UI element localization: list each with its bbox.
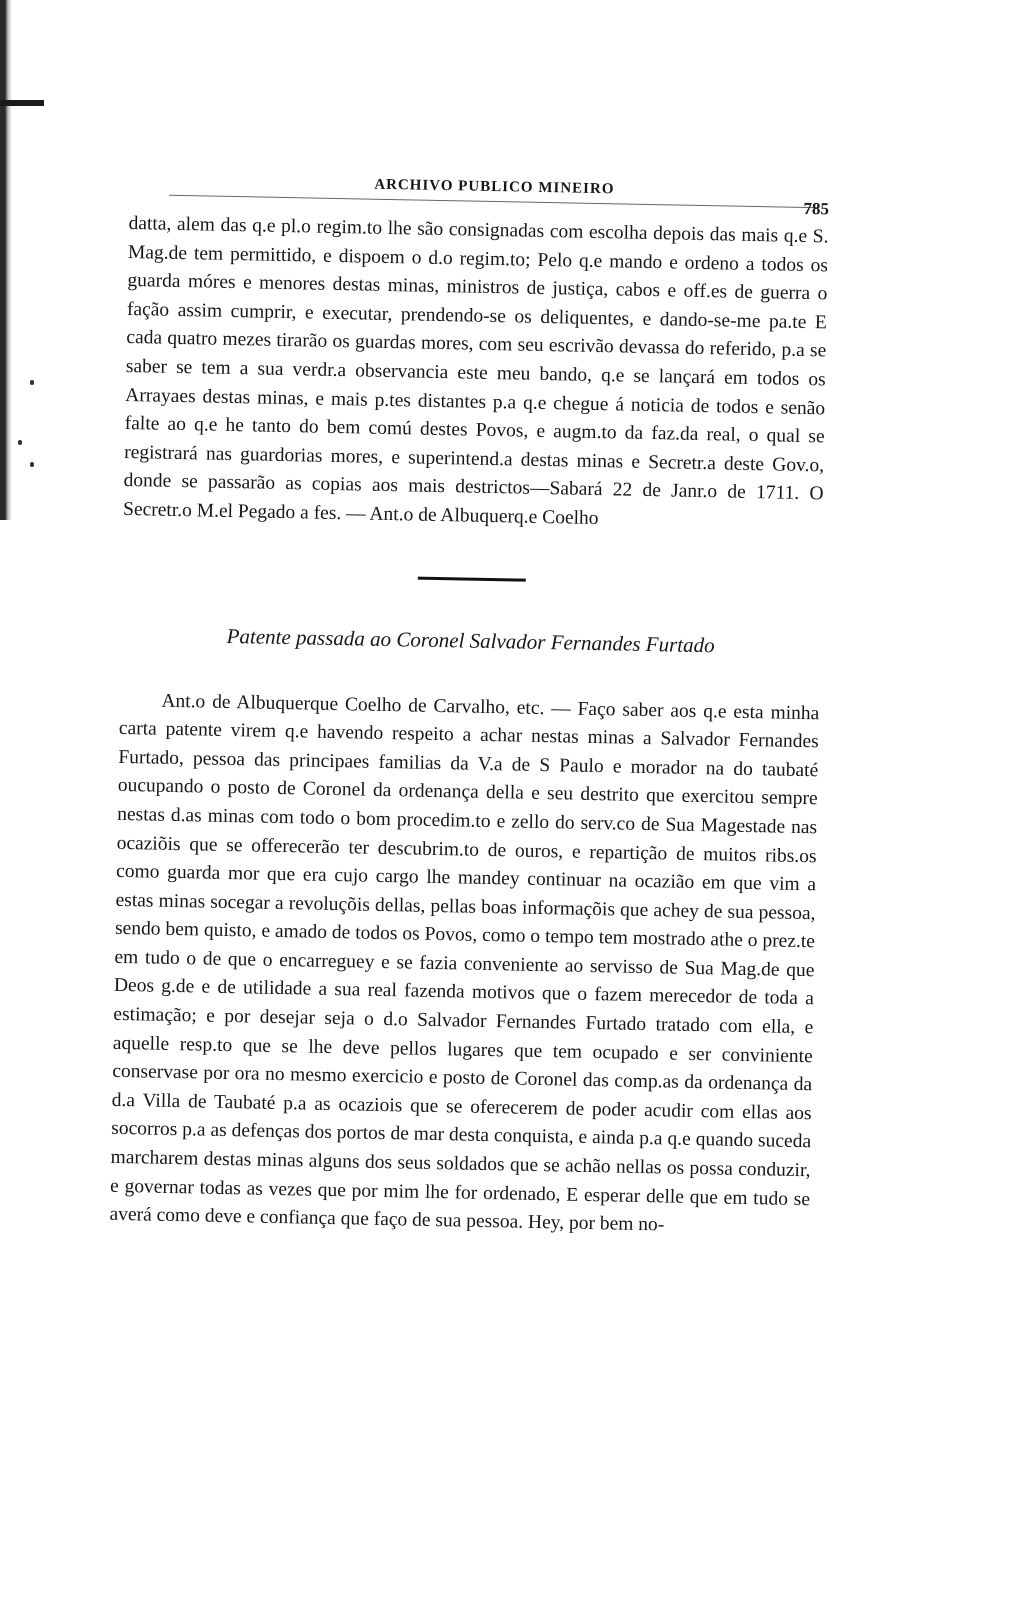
section-body [109,686,819,1243]
book-page [109,150,830,1243]
running-title: ARCHIVO PUBLICO MINEIRO [374,176,615,198]
section-separator-rule [418,576,526,581]
page-number: 785 [803,198,830,219]
continuation-text [123,210,829,538]
section-title: Patente passada ao Coronel Salvador Fernandes Furtado [226,623,715,657]
scan-speck [30,462,34,467]
continuation-paragraph: datta, alem das q.e pl.o regim.to lhe são consignadas com escolha depois das mais q.e S. Mag.de tem permittido, e dispoem o d.o regim.to; Pelo q.e mando e ordeno a todos os guarda móres e menores destas minas, ministros de justiça, cabos e off.es de guerra o fação assim cumprir, e executar, prendendo-se os deliquentes, e dando-se-me pa.te E cada quatro mezes tirarão os guardas mores, com seu escrivão devassa do referido, p.a se saber se tem a sua verdr.a observancia este meu bando, q.e se lançará em todos os Arrayaes destas minas, e mais p.tes distantes p.a q.e chegue á noticia de todos e senão falte ao q.e he tanto do bem comú destes Povos, e augm.to da faz.da real, o qual se registrará nas guardorias mores, e superintend.a destas minas e Secretr.a deste Gov.o, donde se passarão as copias aos mais destrictos—Sabará 22 de Janr.o de 1711. O Secretr.o M.el Pegado a fes. — Ant.o de Albuquerq.e Coelho [122,212,829,529]
scan-speck [18,440,22,445]
scan-speck [30,380,34,385]
section-body-paragraph: Ant.o de Albuquerque Coelho de Carvalho, etc. — Faço saber aos q.e esta minha carta patente virem q.e havendo respeito a achar nestas minas a Salvador Fernandes Furtado, pessoa das principaes familias da V.a de S Paulo e morador na do taubaté oucupando o posto de Coronel da ordenança della e seu destrito que exercitou sempre nestas d.as minas com todo o bom procedim.to e zello do serv.co de Sua Magestade nas ocaziõis que se offerecerão ter descubrim.to de ouros, e repartição de muitos ribs.os como guarda mor que era cujo cargo lhe mandey continuar na ocazião em que vim a estas minas socegar a revoluçõis dellas, pellas boas informaçõis que achey de sua pessoa, sendo bem quisto, e amado de todos os Povos, como o tempo tem mostrado athe o prez.te em tudo o de que o encarreguey e se fazia conveniente ao servisso de Sua Mag.de que Deos g.de e de utilidade a sua real fazenda motivos que o fazem merecedor de toda a estimação; e por desejar seja o d.o Salvador Fernandes Furtado tratado com ella, e aquelle resp.to que se lhe deve pellos lugares que tem ocupado e ser conviniente conservase por ora no mesmo exercicio e posto de Coronel das comp.as da ordenança da d.a Villa de Taubaté p.a as ocaziois que se oferecerem de poder acudir com ellas aos socorros p.a as defenças dos portos de mar desta conquista, e ainda p.a q.e quando suceda marcharem destas minas alguns dos seus soldados que se achão nellas os possa conduzir, e governar todas as vezes que por mim lhe for ordenado, E esperar delle que em tudo se averá como deve e confiança que faço de sua pessoa. Hey, por bem no- [109,690,820,1236]
binding-tab-mark [0,100,44,106]
page-binding-edge [0,0,12,520]
